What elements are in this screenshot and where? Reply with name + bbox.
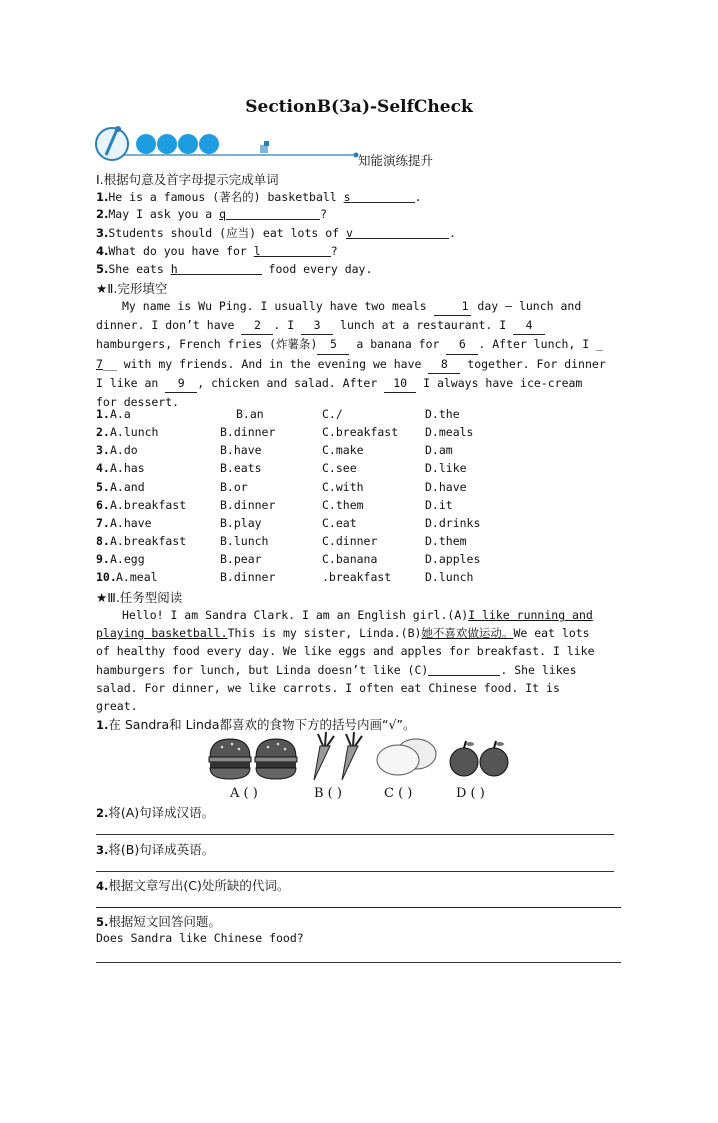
option-c[interactable]: C.them — [322, 498, 364, 512]
answer-blank[interactable] — [428, 663, 500, 676]
page-title: SectionB(3a)-SelfCheck — [245, 97, 473, 117]
answer-line[interactable] — [96, 834, 614, 835]
egg-icon — [376, 737, 438, 781]
option-c[interactable]: .breakfast — [322, 570, 392, 584]
option-d[interactable]: D.have — [425, 480, 467, 494]
option-a[interactable]: A.has — [110, 461, 145, 475]
choice-c[interactable]: C ( ) — [384, 786, 413, 801]
question-1: 1.在 Sandra和 Linda都喜欢的食物下方的括号内画“√”。 — [96, 717, 416, 732]
option-b[interactable]: B.eats — [220, 461, 262, 475]
part1-item: 4.What do you have for l ? — [96, 244, 338, 258]
option-c[interactable]: C.eat — [322, 516, 357, 530]
question-2: 2.将(A)句译成汉语。 — [96, 805, 215, 820]
cloze-blank[interactable]: 5 — [317, 335, 349, 354]
option-c[interactable]: C.banana — [322, 552, 378, 566]
carrot-icon — [306, 732, 370, 786]
option-d[interactable]: D.lunch — [425, 570, 474, 584]
option-b[interactable]: B.dinner — [220, 570, 276, 584]
cloze-blank[interactable]: 7 — [96, 356, 103, 371]
question-3: 3.将(B)句译成英语。 — [96, 842, 215, 857]
option-d[interactable]: D.the — [425, 407, 460, 421]
option-c[interactable]: C./ — [322, 407, 343, 421]
option-a[interactable]: A.meal — [116, 570, 158, 584]
option-a[interactable]: A.have — [110, 516, 152, 530]
choice-b[interactable]: B ( ) — [314, 786, 342, 801]
option-a[interactable]: A.lunch — [110, 425, 159, 439]
hamburger-icon — [208, 735, 300, 785]
part1-heading: Ⅰ.根据句意及首字母提示完成单词 — [96, 172, 279, 187]
option-b[interactable]: B.lunch — [220, 534, 269, 548]
question-4: 4.根据文章写出(C)处所缺的代词。 — [96, 878, 290, 893]
answer-blank[interactable] — [351, 190, 415, 203]
answer-line[interactable] — [96, 962, 621, 963]
cloze-blank[interactable]: 6 — [446, 335, 478, 354]
cloze-blank[interactable]: 4 — [513, 316, 545, 335]
part1-item: 3.Students should (应当) eat lots of v . — [96, 226, 456, 240]
option-a[interactable]: A.egg — [110, 552, 145, 566]
cloze-passage: My name is Wu Ping. I usually have two meals 1 day — lunch and dinner. I don’t have 2 . I 3 lunch at a restaurant. I 4 hamburgers, French fries (炸薯条) 5 a banana for 6 . After lunch, I _ 7__ with my friends. And in the evening we have 8 together. For dinner I like an 9 , chicken and salad. After 10 I always have ice-cream for dessert. — [96, 299, 606, 410]
option-b[interactable]: B.or — [220, 480, 248, 494]
option-d[interactable]: D.like — [425, 461, 467, 475]
answer-line[interactable] — [96, 871, 614, 872]
answer-blank[interactable] — [226, 207, 320, 220]
option-d[interactable]: D.am — [425, 443, 453, 457]
part1-item: 1.He is a famous (著名的) basketball s . — [96, 190, 422, 204]
option-b[interactable]: B.play — [220, 516, 262, 530]
option-a[interactable]: A.and — [110, 480, 145, 494]
choice-d[interactable]: D ( ) — [456, 786, 485, 801]
option-a[interactable]: A.breakfast — [110, 534, 187, 548]
cloze-blank[interactable]: 2 — [241, 316, 273, 335]
option-a[interactable]: A.breakfast — [110, 498, 187, 512]
part1-item: 2.May I ask you a q ? — [96, 207, 328, 221]
choice-a[interactable]: A ( ) — [230, 786, 258, 801]
option-c[interactable]: C.see — [322, 461, 357, 475]
option-d[interactable]: D.it — [425, 498, 453, 512]
answer-blank[interactable] — [261, 244, 331, 257]
part3-heading: ★Ⅲ.任务型阅读 — [96, 590, 183, 605]
option-d[interactable]: D.meals — [425, 425, 474, 439]
option-b[interactable]: B.dinner — [220, 498, 276, 512]
option-c[interactable]: C.make — [322, 443, 364, 457]
cloze-blank[interactable]: 10 — [384, 374, 416, 393]
option-b[interactable]: B.have — [220, 443, 262, 457]
apple-icon — [448, 740, 512, 782]
option-d[interactable]: D.them — [425, 534, 467, 548]
question-5: 5.根据短文回答问题。 — [96, 914, 221, 929]
option-a[interactable]: A.do — [110, 443, 138, 457]
option-d[interactable]: D.apples — [425, 552, 481, 566]
answer-line[interactable] — [96, 907, 621, 908]
option-c[interactable]: C.breakfast — [322, 425, 399, 439]
answer-blank[interactable] — [353, 226, 449, 239]
reading-passage: Hello! I am Sandra Clark. I am an English girl.(A)I like running and playing basketball.This is my sister, Linda.(B)她不喜欢做运动。We eat lots of healthy food every day. We like eggs and apples for breakfast. I like hamburgers for lunch, but Linda doesn’t like (C) . She likes salad. For dinner, we like carrots. I often eat Chinese food. It is great. — [96, 608, 595, 714]
option-a[interactable]: A.a — [110, 407, 131, 421]
part1-item: 5.She eats h food every day. — [96, 262, 373, 276]
option-b[interactable]: B.dinner — [220, 425, 276, 439]
option-b[interactable]: B.pear — [220, 552, 262, 566]
option-c[interactable]: C.with — [322, 480, 364, 494]
cloze-blank[interactable]: 9 — [165, 374, 197, 393]
option-b[interactable]: B.an — [236, 407, 264, 421]
part2-heading: ★Ⅱ.完形填空 — [96, 281, 168, 296]
answer-blank[interactable] — [178, 262, 262, 275]
cloze-blank[interactable]: 3 — [301, 316, 333, 335]
cloze-blank[interactable]: 1 — [434, 297, 471, 316]
option-d[interactable]: D.drinks — [425, 516, 481, 530]
question-5-prompt: Does Sandra like Chinese food? — [96, 931, 304, 945]
option-c[interactable]: C.dinner — [322, 534, 378, 548]
banner-label: 知能演练提升 — [358, 153, 434, 168]
cloze-blank[interactable]: 8 — [428, 355, 460, 374]
